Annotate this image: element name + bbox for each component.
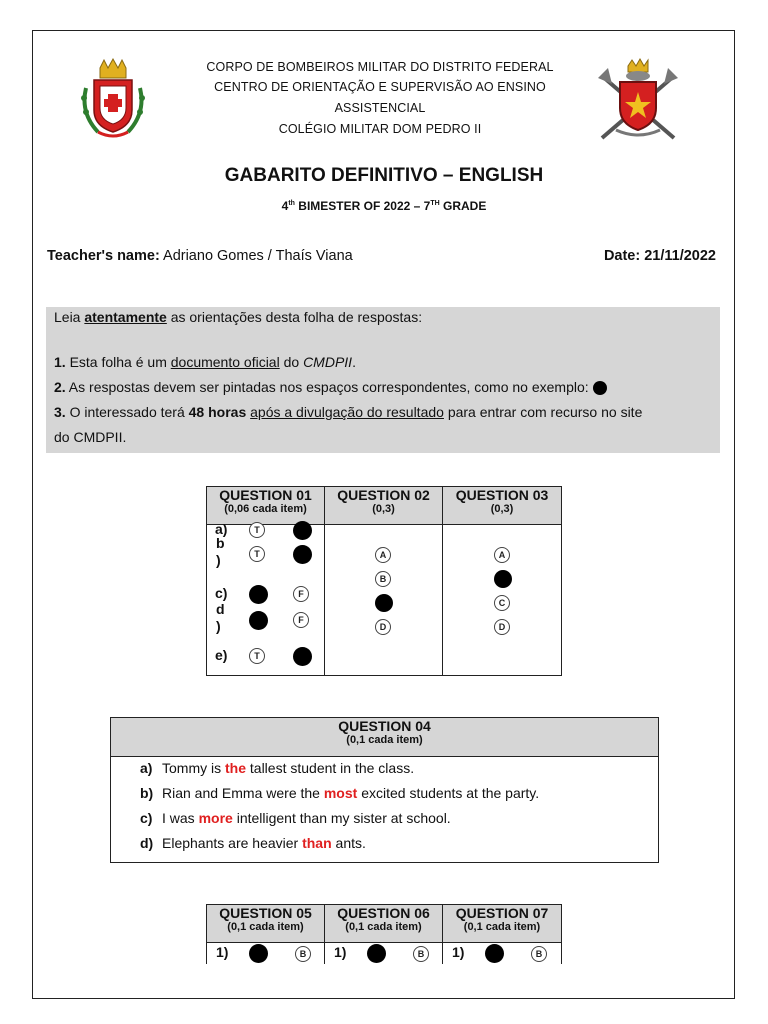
- instruction-2: [54, 379, 714, 395]
- bubble-option-a-icon: A: [494, 547, 510, 563]
- q4-text-pre: Elephants are heavier: [162, 835, 303, 851]
- instruction-1-italic: CMDPII: [303, 354, 353, 370]
- bubble-option-f-icon: F: [293, 586, 309, 602]
- bubble-option-d-icon: D: [494, 619, 510, 635]
- q4-text-post: intelligent than my sister at school.: [232, 810, 451, 826]
- bubble-option-b-icon: B: [531, 946, 547, 962]
- q4-subtitle: (0,1 cada item): [346, 734, 423, 746]
- q1-item-label-cont: ): [216, 618, 221, 634]
- q4-header: [110, 717, 659, 757]
- instructions-intro: [54, 309, 714, 325]
- instruction-3-post: para entrar com recurso no site: [443, 404, 643, 420]
- header-line-3: ASSISTENCIAL: [334, 101, 426, 115]
- q1-item-label: d: [216, 601, 225, 617]
- column-divider: [206, 942, 207, 964]
- q1-subtitle: (0,06 cada item): [224, 503, 307, 515]
- instruction-1: [54, 354, 714, 370]
- document-subtitle: [120, 199, 648, 213]
- header-line-1: CORPO DE BOMBEIROS MILITAR DO DISTRITO FEDERAL: [206, 60, 554, 74]
- instruction-3-continued: do CMDPII.: [54, 429, 127, 445]
- intro-emphasis: atentamente: [84, 309, 167, 325]
- firefighter-crest-right-logo: [596, 58, 680, 144]
- bubble-option-b-icon: B: [413, 946, 429, 962]
- q4-answer-line: [140, 810, 451, 826]
- grade-text: GRADE: [439, 199, 487, 213]
- column-divider: [561, 942, 562, 964]
- filled-bubble-icon: [485, 944, 504, 963]
- intro-post: as orientações desta folha de respostas:: [166, 309, 423, 325]
- filled-bubble-icon: [249, 611, 268, 630]
- header-line-2: CENTRO DE ORIENTAÇÃO E SUPERVISÃO AO ENSINO: [214, 80, 546, 94]
- q6-row-label: 1): [334, 944, 347, 960]
- column-divider: [442, 942, 443, 964]
- header-line-4: COLÉGIO MILITAR DOM PEDRO II: [278, 122, 482, 136]
- q4-correct-answer: than: [302, 835, 332, 851]
- filled-bubble-example-icon: [593, 381, 607, 395]
- q4-text-pre: Rian and Emma were the: [162, 785, 324, 801]
- document-title: GABARITO DEFINITIVO – ENGLISH: [224, 165, 544, 186]
- q4-correct-answer: more: [198, 810, 233, 826]
- q1-item-label-cont: ): [216, 552, 221, 568]
- bubble-option-t-icon: T: [249, 546, 265, 562]
- instruction-2-number: 2.: [54, 379, 66, 395]
- column-divider: [442, 525, 443, 676]
- filled-bubble-icon: [494, 570, 512, 588]
- filled-bubble-icon: [375, 594, 393, 612]
- filled-bubble-icon: [367, 944, 386, 963]
- instruction-1-mid: do: [279, 354, 304, 370]
- q1-header: [206, 486, 325, 525]
- q4-text-post: ants.: [331, 835, 366, 851]
- date-label: Date: 21/11/2022: [603, 248, 716, 264]
- q4-item-label: a): [140, 760, 153, 776]
- q1-item-label: a): [215, 521, 228, 537]
- bubble-option-c-icon: C: [494, 595, 510, 611]
- teacher-label: Teacher's name:: [47, 248, 160, 264]
- q4-text-pre: I was: [162, 810, 199, 826]
- q1-item-label: b: [216, 535, 225, 551]
- bubble-option-f-icon: F: [293, 612, 309, 628]
- filled-bubble-icon: [249, 585, 268, 604]
- instruction-3-underlined: após a divulgação do resultado: [250, 404, 444, 420]
- q5-title: QUESTION 05: [219, 905, 312, 921]
- q2-title: QUESTION 02: [337, 487, 430, 503]
- filled-bubble-icon: [293, 647, 312, 666]
- q4-answer-line: [140, 785, 539, 801]
- intro-pre: Leia: [54, 309, 85, 325]
- filled-bubble-icon: [293, 521, 312, 540]
- instruction-1-pre: Esta folha é um: [65, 354, 171, 370]
- q6-title: QUESTION 06: [337, 905, 430, 921]
- bubble-option-b-icon: B: [375, 571, 391, 587]
- instruction-3: [54, 404, 714, 420]
- q1-item-label: c): [215, 585, 228, 601]
- q7-header: [442, 904, 562, 943]
- teacher-line: [47, 248, 353, 264]
- q7-title: QUESTION 07: [455, 905, 549, 921]
- q6-subtitle: (0,1 cada item): [345, 921, 422, 933]
- q4-correct-answer: most: [323, 785, 358, 801]
- bubble-option-b-icon: B: [295, 946, 311, 962]
- q4-text-post: tallest student in the class.: [246, 760, 415, 776]
- column-divider: [324, 942, 325, 964]
- bimester-ordinal: th: [288, 200, 295, 207]
- instruction-3-bold: 48 horas: [188, 404, 247, 420]
- instruction-1-end: .: [352, 354, 356, 370]
- bubble-option-t-icon: T: [249, 522, 265, 538]
- q4-item-label: c): [140, 810, 153, 826]
- instruction-3-number: 3.: [54, 404, 66, 420]
- bimester-number: 4: [281, 199, 289, 213]
- q5-row-label: 1): [216, 944, 229, 960]
- answer-grid-q1-q3: [206, 486, 562, 676]
- q4-text-post: excited students at the party.: [357, 785, 540, 801]
- bubble-option-a-icon: A: [375, 547, 391, 563]
- q2-subtitle: (0,3): [372, 503, 395, 515]
- bimester-text: BIMESTER OF 2022 – 7: [294, 199, 431, 213]
- instructions-box: [46, 307, 720, 453]
- teacher-names: Adriano Gomes / Thaís Viana: [159, 248, 353, 264]
- q6-header: [324, 904, 443, 943]
- q3-subtitle: (0,3): [490, 503, 514, 515]
- q4-correct-answer: the: [225, 760, 246, 776]
- q4-item-label: d): [140, 835, 154, 851]
- q1-title: QUESTION 01: [219, 487, 312, 503]
- instruction-1-number: 1.: [54, 354, 66, 370]
- bubble-option-d-icon: D: [375, 619, 391, 635]
- q7-subtitle: (0,1 cada item): [463, 921, 541, 933]
- q1-item-label: e): [215, 647, 228, 663]
- q2-header: [324, 486, 443, 525]
- q5-subtitle: (0,1 cada item): [227, 921, 304, 933]
- instruction-2-text: As respostas devem ser pintadas nos espaços correspondentes, como no exemplo:: [65, 379, 593, 395]
- instruction-3-pre: O interessado terá: [65, 404, 189, 420]
- filled-bubble-icon: [293, 545, 312, 564]
- bubble-option-t-icon: T: [249, 648, 265, 664]
- q4-answer-line: [140, 835, 366, 851]
- answer-grid-q5-q7: [206, 904, 562, 964]
- q4-answer-line: [140, 760, 414, 776]
- instruction-1-underlined: documento oficial: [170, 354, 280, 370]
- grade-ordinal: TH: [430, 200, 440, 207]
- q4-text-pre: Tommy is: [162, 760, 225, 776]
- q4-title: QUESTION 04: [338, 718, 431, 734]
- q4-item-label: b): [140, 785, 154, 801]
- column-divider: [324, 525, 325, 676]
- filled-bubble-icon: [249, 944, 268, 963]
- cbmdf-crest-left-logo: [78, 58, 148, 140]
- q3-title: QUESTION 03: [455, 487, 549, 503]
- q3-header: [442, 486, 562, 525]
- q7-row-label: 1): [452, 944, 465, 960]
- q5-header: [206, 904, 325, 943]
